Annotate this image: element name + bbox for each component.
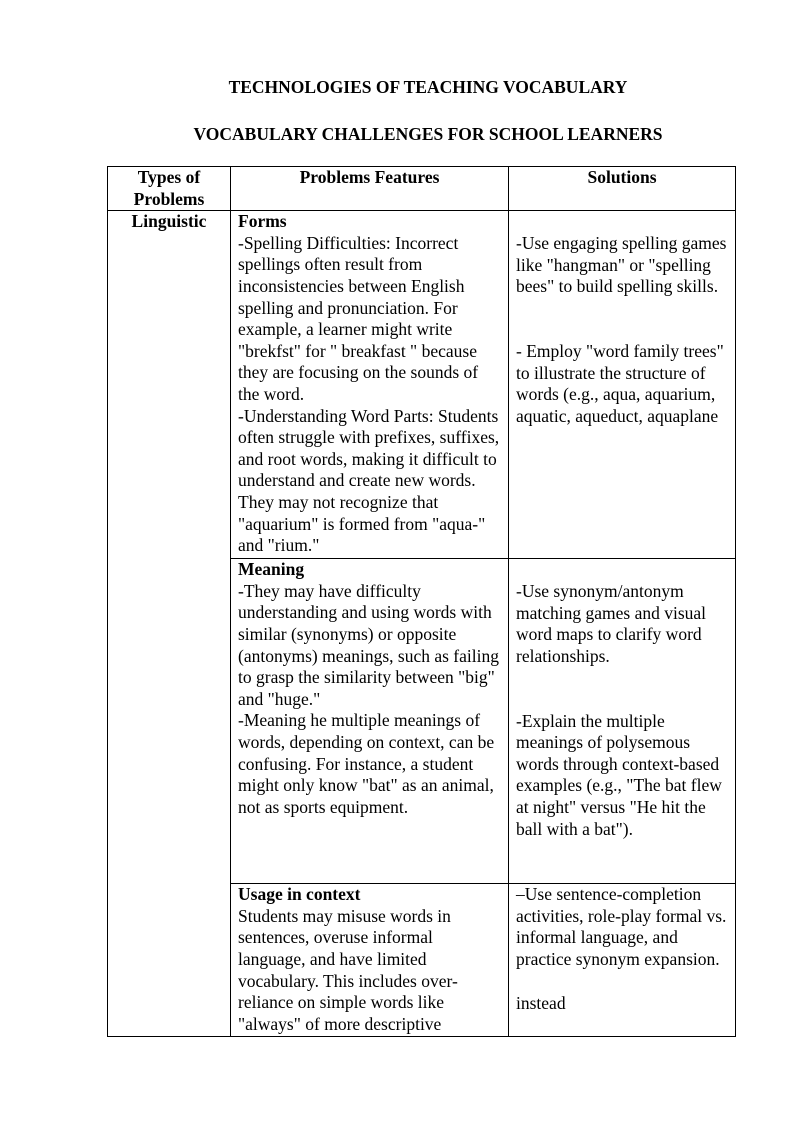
forms-solutions-cell: [509, 211, 736, 559]
table-header-row: [108, 167, 736, 211]
meaning-solution-matching-games: -Use synonym/antonym matching games and visual word maps to clarify word relationships.: [516, 581, 707, 666]
meaning-solutions-cell: [509, 559, 736, 884]
meaning-problem-synonyms: -They may have difficulty understanding and using words with similar (synonyms) or opposite (antonyms) meanings, such as failing to grasp the similarity between "big" and "huge.": [238, 580, 499, 709]
forms-problem-word-parts: -Understanding Word Parts: Students often struggle with prefixes, suffixes, and root words, making it difficult to understand and create new words. They may not recognize that "aquarium" is formed from "aqua-" and "rium.": [238, 405, 500, 556]
section-title-meaning: Meaning: [238, 559, 305, 580]
forms-solution-spelling-games: -Use engaging spelling games like "hangman" or "spelling bees" to build spelling skills.: [516, 233, 727, 297]
header-types-of-problems: Types of Problems: [108, 167, 231, 211]
meaning-problems-cell: [231, 559, 509, 884]
header-problems-features: Problems Features: [231, 167, 509, 211]
header-solutions: Solutions: [509, 167, 736, 211]
meaning-solution-polysemous: -Explain the multiple meanings of polysemous words through context-based examples (e.g., "The bat flew at night" versus "He hit the ball with a bat").: [516, 710, 722, 839]
section-title-forms: Forms: [238, 211, 287, 232]
usage-solutions-cell: [509, 884, 736, 1037]
usage-solution-instead: instead: [516, 992, 566, 1013]
forms-problem-spelling: -Spelling Difficulties: Incorrect spellings often result from inconsistencies between English spelling and pronunciation. For example, a learner might write "brekfst" for " breakfast " because they are focusing on the sounds of the word.: [238, 232, 479, 404]
usage-problems-cell: [231, 884, 509, 1037]
table-row-forms: [108, 211, 736, 559]
document-subtitle: VOCABULARY CHALLENGES FOR SCHOOL LEARNERS: [193, 124, 663, 144]
type-linguistic-cell: Linguistic: [108, 211, 231, 1037]
section-title-usage: Usage in context: [238, 884, 361, 905]
vocabulary-challenges-table: [107, 166, 736, 1037]
usage-solution-activities: –Use sentence-completion activities, role-play formal vs. informal language, and practice synonym expansion.: [516, 884, 727, 969]
forms-problems-cell: [231, 211, 509, 559]
meaning-problem-multiple-meanings: -Meaning he multiple meanings of words, depending on context, can be confusing. For instance, a student might only know "bat" as an animal, not as sports equipment.: [238, 710, 495, 817]
usage-problem-misuse: Students may misuse words in sentences, overuse informal language, and have limited vocabulary. This includes over-reliance on simple words like "always" of more descriptive: [238, 905, 458, 1034]
forms-solution-word-family: - Employ "word family trees" to illustrate the structure of words (e.g., aqua, aquarium, aquatic, aqueduct, aquaplane: [516, 340, 724, 426]
document-title: TECHNOLOGIES OF TEACHING VOCABULARY: [228, 77, 628, 97]
